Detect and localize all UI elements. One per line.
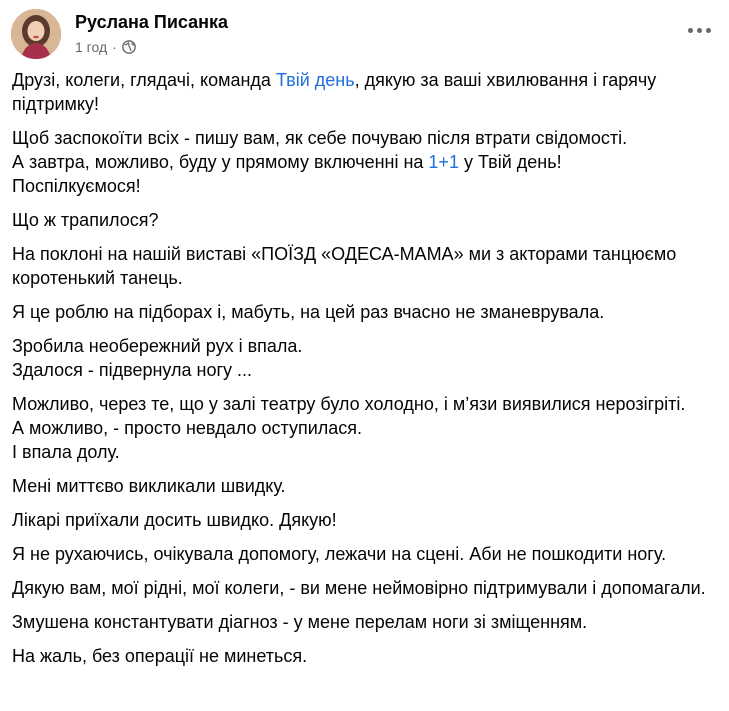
page-link-1plus1[interactable]: 1+1 [428,152,459,172]
dot-icon [697,28,702,33]
p2-line3: Поспілкуємося! [12,176,141,196]
paragraph-11: Дякую вам, мої рідні, мої колеги, - ви мене неймовірно підтримували і допомагали. [12,578,706,598]
paragraph-4: На поклоні на нашій виставі «ПОЇЗД «ОДЕСА-МАМА» ми з акторами танцюємо коротенький танець. [12,244,677,288]
paragraph-3: Що ж трапилося? [12,210,159,230]
subline-separator: · [112,39,117,55]
page-link-tviy-den[interactable]: Твій день [275,70,355,90]
dot-icon [706,28,711,33]
p7-line1: Можливо, через те, що у залі театру було холодно, і м’язи виявилися нерозігріті. [12,394,686,414]
paragraph-13: На жаль, без операції не минеться. [12,646,308,666]
paragraph-7 [12,392,719,464]
p1-text-after: , дякую за ваші хвилювання і гарячу підтримку! [12,70,657,114]
paragraph-12: Змушена константувати діагноз - у мене перелам ноги зі зміщенням. [12,612,588,632]
paragraph-1 [12,68,719,116]
avatar-portrait [11,9,61,59]
p2-line2-after: у Твій день! [458,152,562,172]
post-time[interactable]: 1 год [75,39,108,55]
p6-line1: Зробила необережний рух і впала. [12,336,303,356]
globe-icon[interactable] [122,40,136,54]
p1-text-before: Друзі, колеги, глядачі, команда [12,70,276,90]
post-meta [75,11,228,56]
post-body [12,68,719,678]
post-header [11,9,713,61]
paragraph-9: Лікарі приїхали досить швидко. Дякую! [12,510,337,530]
paragraph-5: Я це роблю на підборах і, мабуть, на цей раз вчасно не зманеврувала. [12,302,605,322]
post-subline [75,38,228,56]
paragraph-10: Я не рухаючись, очікувала допомогу, лежачи на сцені. Аби не пошкодити ногу. [12,544,667,564]
p7-line3: І впала долу. [12,442,120,462]
dot-icon [688,28,693,33]
p2-line2-before: А завтра, можливо, буду у прямому включенні на [12,152,429,172]
author-name[interactable]: Руслана Писанка [75,12,229,32]
paragraph-8: Мені миттєво викликали швидку. [12,476,286,496]
paragraph-2 [12,126,719,198]
p7-line2: А можливо, - просто невдало оступилася. [12,418,363,438]
p6-line2: Здалося - підвернула ногу ... [12,360,253,380]
avatar[interactable] [11,9,61,59]
more-dots-icon[interactable] [681,20,717,40]
paragraph-6 [12,334,719,382]
p2-line1: Щоб заспокоїти всіх - пишу вам, як себе почуваю після втрати свідомості. [12,128,628,148]
